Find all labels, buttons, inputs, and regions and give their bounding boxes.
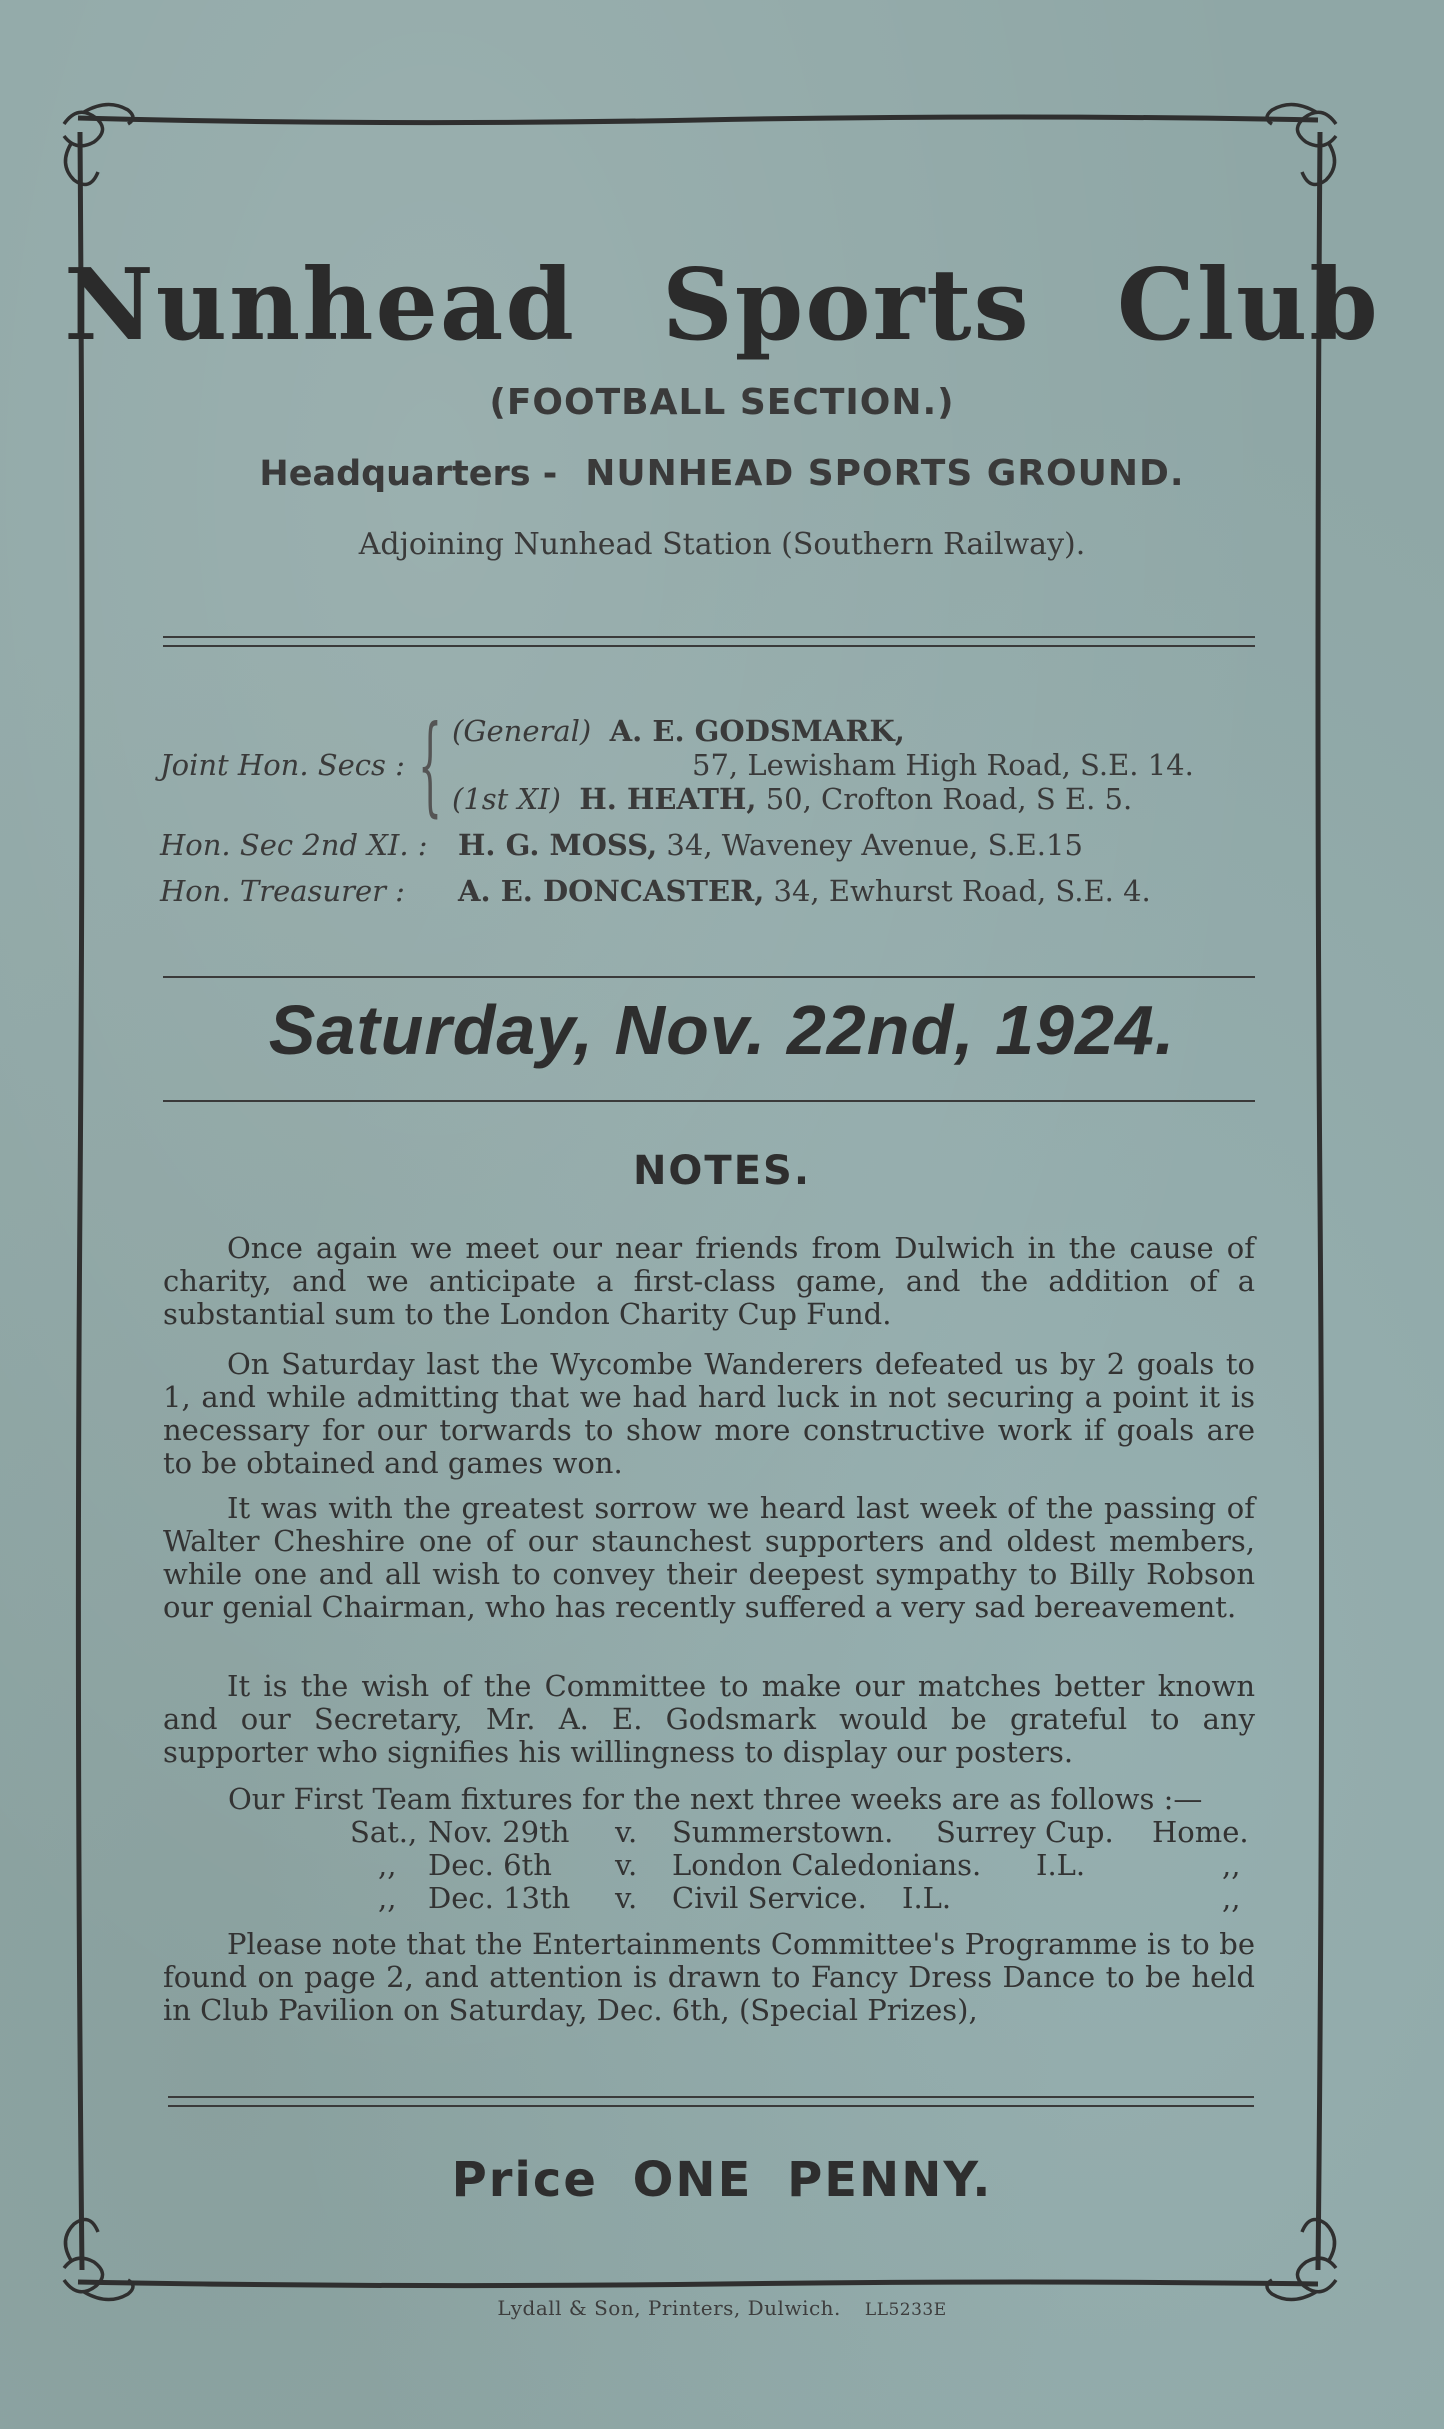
headquarters-label: Headquarters -: [259, 454, 558, 494]
fixture-competition: Surrey Cup.: [936, 1815, 1114, 1849]
treasurer-label: Hon. Treasurer :: [160, 874, 405, 908]
headquarters-location: NUNHEAD SPORTS GROUND.: [585, 453, 1185, 494]
club-title: Nunhead Sports Club: [64, 248, 1380, 363]
general-secretary: (General) A. E. GODSMARK,: [452, 714, 905, 748]
first-xi-secretary: (1st XI) H. HEATH, 50, Crofton Road, S E. 5.: [452, 782, 1133, 816]
fixture-date: Dec. 13th: [428, 1881, 571, 1915]
second-xi-secretary: H. G. MOSS, 34, Waveney Avenue, S.E.15: [458, 828, 1083, 862]
fixture-competition: I.L.: [1036, 1848, 1086, 1882]
divider: [168, 2105, 1254, 2107]
divider: [163, 1100, 1255, 1102]
printer-imprint: [60, 2296, 1384, 2320]
headquarters-line: [60, 453, 1384, 494]
printer-name: Lydall & Son, Printers, Dulwich.: [497, 2296, 841, 2320]
second-xi-secretary-label: Hon. Sec 2nd XI. :: [160, 828, 428, 862]
fixture-date: Nov. 29th: [428, 1815, 570, 1849]
fixture-day: ,,: [378, 1848, 397, 1882]
fixture-opponent: Summerstown.: [672, 1815, 894, 1849]
fixture-opponent: London Caledonians.: [672, 1848, 982, 1882]
fixtures-intro: Our First Team fixtures for the next three weeks are as follows :—: [228, 1782, 1203, 1816]
joint-secs-label: Joint Hon. Secs :: [160, 748, 405, 782]
brace: {: [418, 703, 443, 828]
fixture-competition: I.L.: [902, 1881, 952, 1915]
fixture-date: Dec. 6th: [428, 1848, 552, 1882]
treasurer: A. E. DONCASTER, 34, Ewhurst Road, S.E. 4.: [458, 874, 1151, 908]
section-subtitle: (FOOTBALL SECTION.): [489, 382, 955, 423]
fixture-v: v.: [615, 1848, 638, 1882]
price: Price ONE PENNY.: [451, 2152, 993, 2208]
fixture-v: v.: [615, 1815, 638, 1849]
notes-paragraph: It was with the greatest sorrow we heard last week of the passing of Walter Cheshire one of our staunchest supporters and oldest members, while one and all wish to convey their deepest sympathy to Billy Robson our genial Chairman, who has recently suffered a very sad bereavement.: [163, 1491, 1255, 1624]
fixture-venue: ,,: [1222, 1881, 1241, 1915]
divider: [163, 976, 1255, 978]
divider: [163, 636, 1255, 638]
notes-heading: NOTES.: [632, 1148, 812, 1194]
fixture-opponent: Civil Service.: [672, 1881, 867, 1915]
general-secretary-address: 57, Lewisham High Road, S.E. 14.: [692, 748, 1194, 782]
fixture-venue: Home.: [1152, 1815, 1249, 1849]
notes-paragraph: On Saturday last the Wycombe Wanderers defeated us by 2 goals to 1, and while admitting that we had hard luck in not securing a point it is necessary for our torwards to show more constructive work if goals are to be obtained and games won.: [163, 1347, 1255, 1480]
notes-closing: Please note that the Entertainments Committee's Programme is to be found on page 2, and attention is drawn to Fancy Dress Dance to be held in Club Pavilion on Saturday, Dec. 6th, (Special Prizes),: [163, 1927, 1255, 2027]
fixture-venue: ,,: [1222, 1848, 1241, 1882]
notes-paragraph: Once again we meet our near friends from Dulwich in the cause of charity, and we anticipate a first-class game, and the addition of a substantial sum to the London Charity Cup Fund.: [163, 1231, 1255, 1331]
notes-paragraph: It is the wish of the Committee to make our matches better known and our Secretary, Mr. A. E. Godsmark would be grateful to any supporter who signifies his willingness to display our posters.: [163, 1669, 1255, 1769]
fixture-day: ,,: [378, 1881, 397, 1915]
divider: [168, 2096, 1254, 2098]
printer-code: LL5233E: [864, 2300, 947, 2320]
divider: [163, 645, 1255, 647]
adjoining-station: Adjoining Nunhead Station (Southern Railway).: [358, 527, 1086, 562]
fixture-v: v.: [615, 1881, 638, 1915]
fixture-day: Sat.,: [350, 1815, 418, 1849]
match-date: Saturday, Nov. 22nd, 1924.: [268, 991, 1176, 1069]
